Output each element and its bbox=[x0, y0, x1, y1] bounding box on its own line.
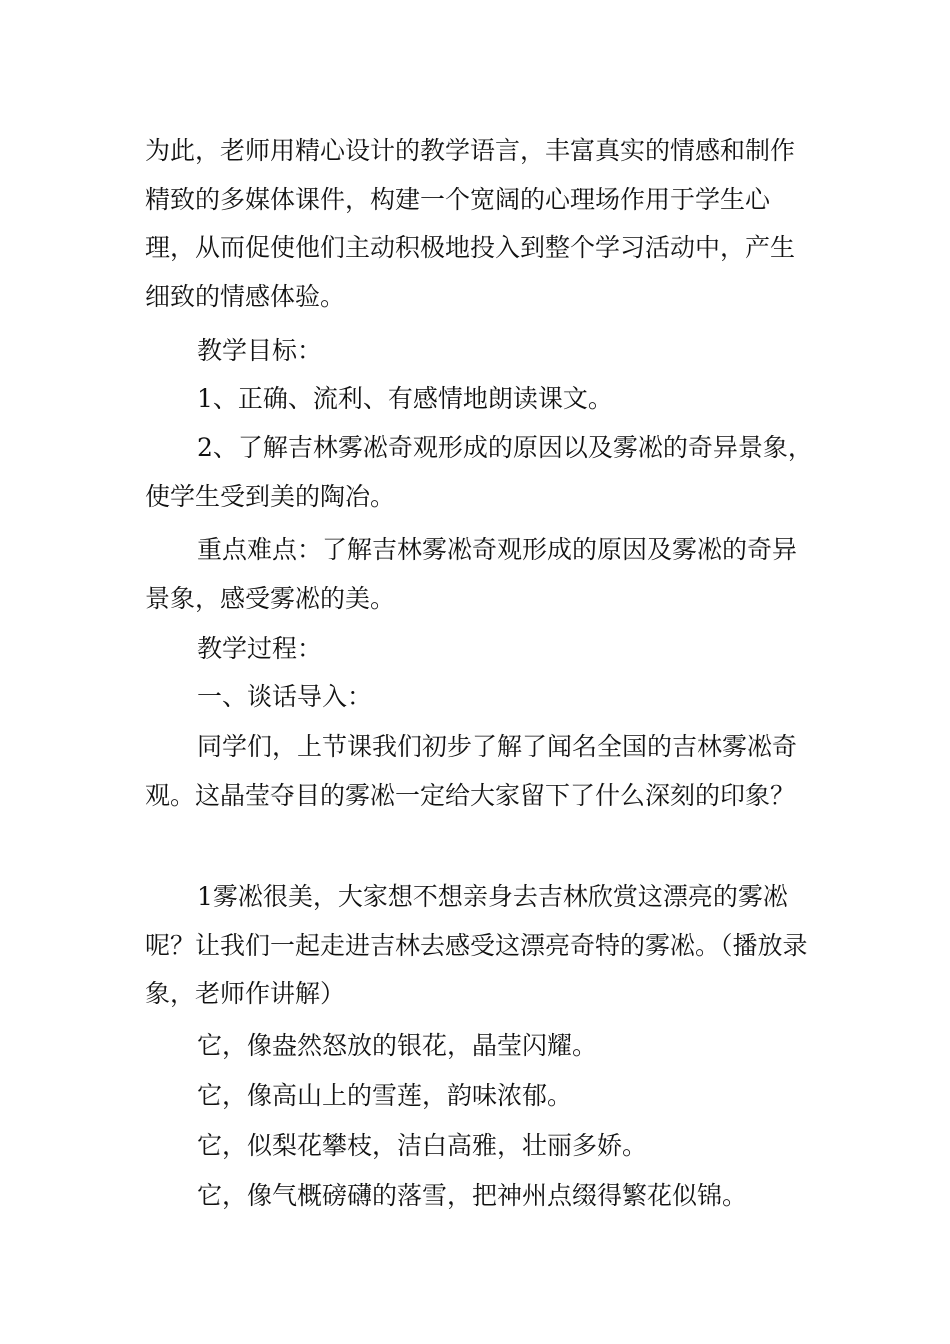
paragraph-intro: 为此，老师用精心设计的教学语言，丰富真实的情感和制作精致的多媒体课件，构建一个宽阔的心理场作用于学生心理，从而促使他们主动积极地投入到整个学习活动中，产生细致的情感体验。 bbox=[145, 136, 796, 311]
goal-item-1: 1、正确、流利、有感情地朗读课文。 bbox=[197, 384, 613, 413]
heading-teaching-process: 教学过程： bbox=[197, 634, 323, 663]
poem-line-2: 它，像高山上的雪莲，韵味浓郁。 bbox=[197, 1081, 573, 1110]
poem-line-1: 它，像盎然怒放的银花，晶莹闪耀。 bbox=[197, 1031, 598, 1060]
heading-teaching-goals: 教学目标： bbox=[197, 336, 323, 365]
paragraph-video: 1雾凇很美，大家想不想亲身去吉林欣赏这漂亮的雾凇呢？让我们一起走进吉林去感受这漂亮奇特的雾凇。（播放录象，老师作讲解） bbox=[145, 882, 808, 1008]
goal-item-2: 2、了解吉林雾凇奇观形成的原因以及雾凇的奇异景象，使学生受到美的陶冶。 bbox=[145, 433, 813, 511]
poem-line-3: 它，似梨花攀枝，洁白高雅，壮丽多娇。 bbox=[197, 1131, 648, 1160]
paragraph-greeting: 同学们，上节课我们初步了解了闻名全国的吉林雾凇奇观。这晶莹夺目的雾凇一定给大家留下了什么深刻的印象？ bbox=[145, 732, 798, 810]
heading-section-one: 一、谈话导入： bbox=[197, 682, 373, 711]
poem-line-4: 它，像气概磅礴的落雪，把神州点缀得繁花似锦。 bbox=[197, 1181, 748, 1210]
paragraph-key-points: 重点难点：了解吉林雾凇奇观形成的原因及雾凇的奇异景象，感受雾凇的美。 bbox=[145, 535, 798, 613]
